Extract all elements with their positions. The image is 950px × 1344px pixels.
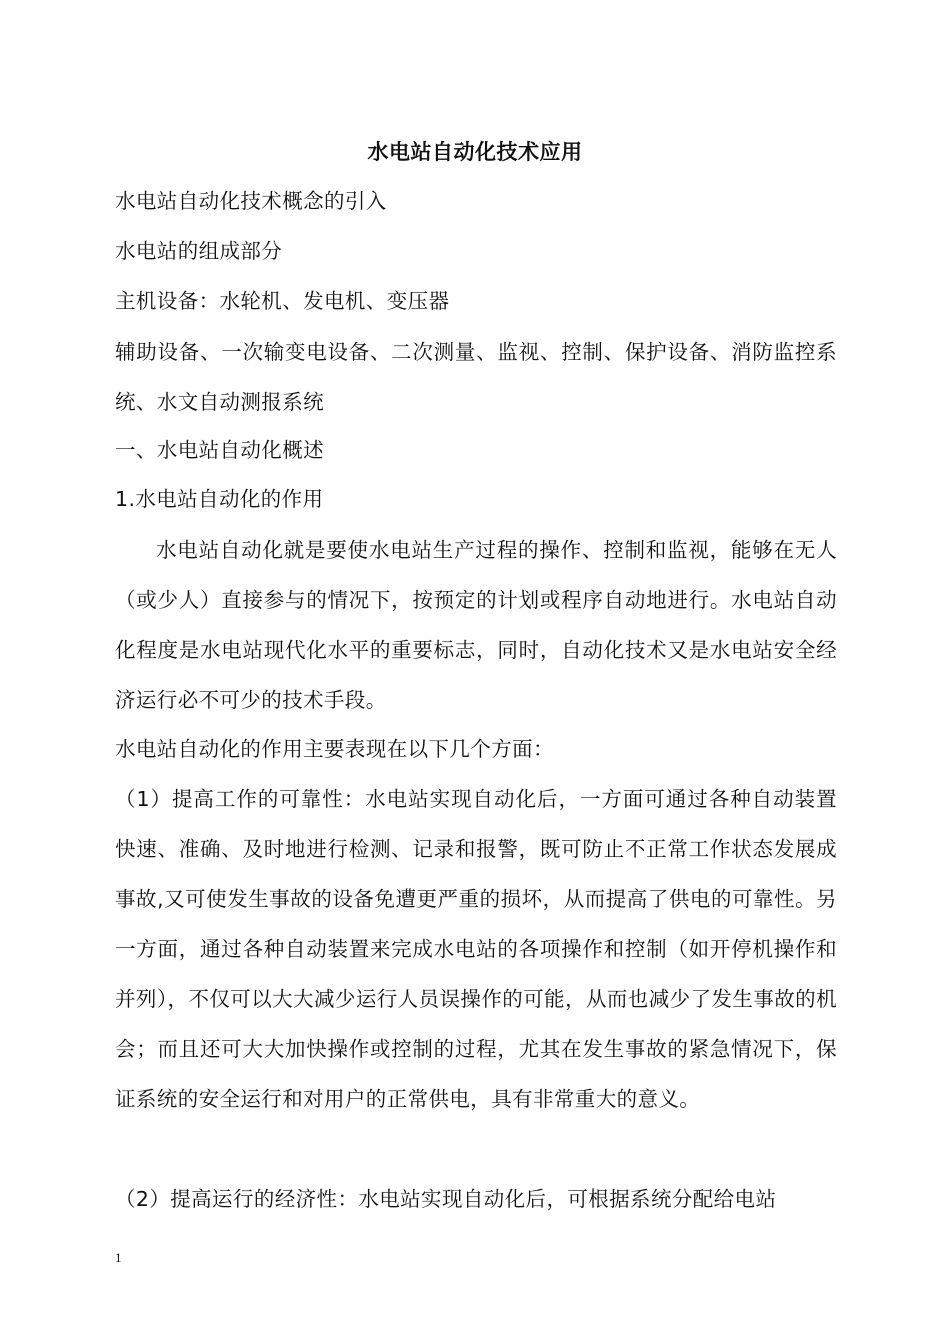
document-title: 水电站自动化技术应用	[367, 140, 583, 164]
point-1-paragraph: （1）提高工作的可靠性：水电站实现自动化后，一方面可通过各种自动装置快速、准确、及时地进行检测、记录和报警，既可防止不正常工作状态发展成事故,又可使发生事故的设备免遭更严重的损坏，从而提高了供电的可靠性。另一方面，通过各种自动装置来完成水电站的各项操作和控制（如开停机操作和并列），不仅可以大大减少运行人员误操作的可能，从而也减少了发生事故的机会；而且还可大大加快操作或控制的过程，尤其在发生事故的紧急情况下，保证系统的安全运行和对用户的正常供电，具有非常重大的意义。	[115, 787, 837, 1111]
heading-concept: 水电站自动化技术概念的引入	[115, 189, 387, 213]
aux-equipment-text: 辅助设备、一次输变电设备、二次测量、监视、控制、保护设备、消防监控系统、水文自动测报系统	[115, 340, 837, 414]
section-heading: 一、水电站自动化概述	[115, 438, 324, 462]
intro-paragraph: 水电站自动化就是要使水电站生产过程的操作、控制和监视，能够在无人（或少人）直接参与的情况下，按预定的计划或程序自动地进行。水电站自动化程度是水电站现代化水平的重要标志，同时，自动化技术又是水电站安全经济运行必不可少的技术手段。	[115, 538, 837, 712]
heading-components: 水电站的组成部分	[115, 239, 283, 263]
role-lead-in: 水电站自动化的作用主要表现在以下几个方面：	[115, 737, 554, 761]
point-2-paragraph: （2）提高运行的经济性：水电站实现自动化后，可根据系统分配给电站	[115, 1187, 777, 1211]
page-number: 1	[115, 1250, 122, 1265]
subsection-heading: 1.水电站自动化的作用	[115, 487, 324, 511]
heading-main-equipment: 主机设备：水轮机、发电机、变压器	[115, 289, 450, 313]
